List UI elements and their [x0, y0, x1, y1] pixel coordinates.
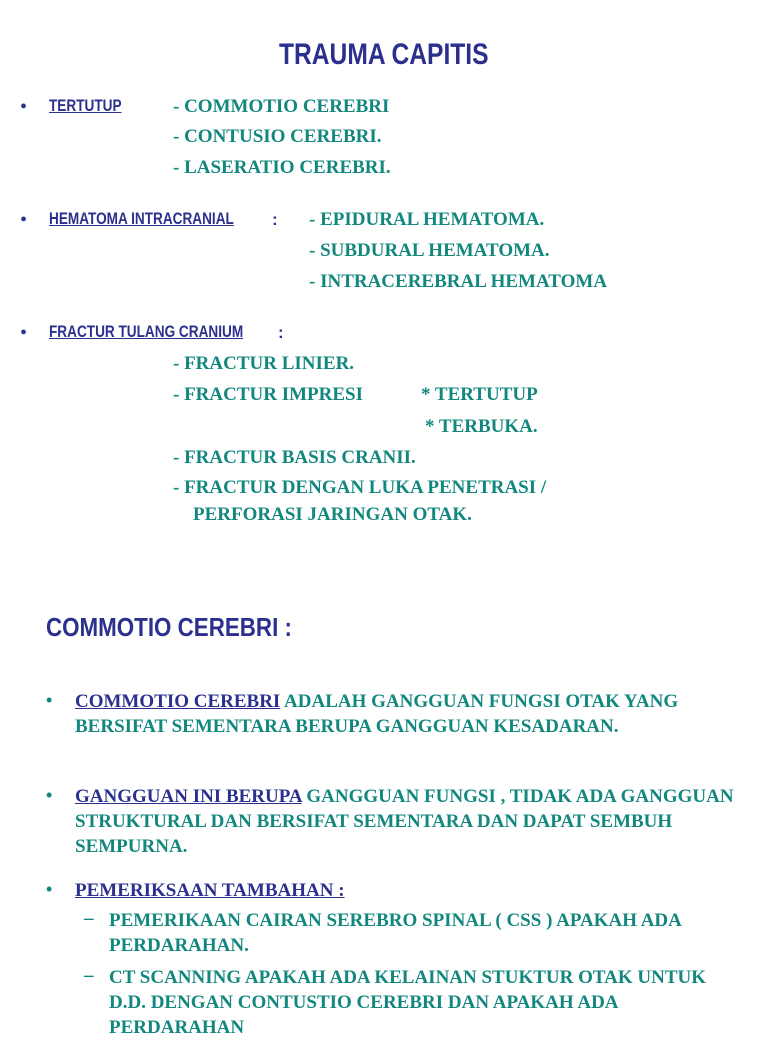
list-item: - EPIDURAL HEMATOMA.	[309, 209, 545, 230]
list-item: * TERBUKA.	[425, 416, 538, 437]
label-colon: :	[272, 210, 278, 229]
bullet: •	[46, 690, 53, 710]
category-label-fractur: FRACTUR TULANG CRANIUM	[49, 322, 244, 341]
paragraph	[75, 878, 735, 903]
list-item: - FRACTUR BASIS CRANII.	[173, 447, 416, 468]
paragraph-text: GANGGUAN FUNGSI , TIDAK ADA GANGGUAN STRUKTURAL DAN BERSIFAT SEMENTARA DAN DAPAT SEMBUH SEMPURNA.	[75, 786, 734, 857]
sub-list-item: CT SCANNING APAKAH ADA KELAINAN STUKTUR OTAK UNTUK D.D. DENGAN CONTUSTIO CEREBRI DAN APAKAH ADA PERDARAHAN	[109, 967, 725, 1038]
bullet: •	[46, 879, 53, 899]
bullet: •	[20, 96, 28, 118]
paragraph	[75, 689, 735, 739]
list-item: - INTRACEREBRAL HEMATOMA	[309, 271, 608, 292]
paragraph-text: ADALAH GANGGUAN FUNGSI OTAK YANG BERSIFAT SEMENTARA BERUPA GANGGUAN KESADARAN.	[75, 691, 679, 737]
list-item: PERFORASI JARINGAN OTAK.	[193, 504, 472, 525]
list-item: * TERTUTUP	[421, 384, 538, 405]
list-item: - FRACTUR LINIER.	[173, 353, 355, 374]
paragraph-lead: COMMOTIO CEREBRI	[75, 691, 281, 712]
category-label-tertutup: TERTUTUP	[49, 96, 122, 115]
list-item: - COMMOTIO CEREBRI	[173, 96, 390, 117]
sub-list-item: PEMERIKAAN CAIRAN SEREBRO SPINAL ( CSS ) APAKAH ADA PERDARAHAN.	[109, 910, 681, 956]
page-title: TRAUMA CAPITIS	[279, 38, 489, 71]
bullet: •	[46, 785, 53, 805]
sub-bullet-dash: –	[84, 908, 94, 929]
list-item: - CONTUSIO CEREBRI.	[173, 126, 382, 147]
paragraph	[75, 784, 735, 859]
category-label-hematoma: HEMATOMA INTRACRANIAL	[49, 209, 234, 228]
bullet: •	[20, 322, 28, 344]
list-item: - LASERATIO CEREBRI.	[173, 157, 391, 178]
list-item: - FRACTUR DENGAN LUKA PENETRASI /	[173, 477, 547, 498]
section-heading: COMMOTIO CEREBRI :	[46, 612, 292, 642]
list-item: - SUBDURAL HEMATOMA.	[309, 240, 550, 261]
sub-bullet-dash: –	[84, 965, 94, 986]
label-colon: :	[278, 323, 284, 342]
paragraph-lead: GANGGUAN INI BERUPA	[75, 786, 302, 807]
list-item: - FRACTUR IMPRESI	[173, 384, 363, 405]
paragraph-lead: PEMERIKSAAN TAMBAHAN :	[75, 880, 345, 901]
bullet: •	[20, 209, 28, 231]
